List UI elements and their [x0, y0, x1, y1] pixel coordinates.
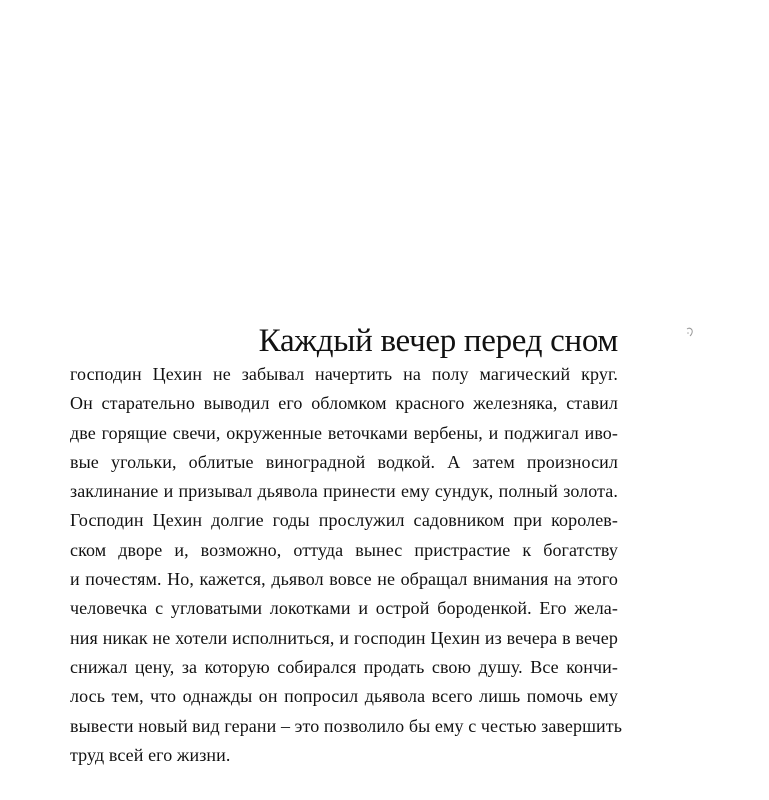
paragraph-line: две горящие свечи, окруженные веточками вербены, и поджигал иво-	[70, 422, 618, 443]
paragraph-line: господин Цехин не забывал начертить на полу магический круг.	[70, 364, 618, 384]
paragraph-line: лось тем, что однажды он попросил дьявола всего лишь помочь ему	[70, 686, 618, 707]
paragraph-line: ния никак не хотели исполниться, и господин Цехин из вечера в вечер	[70, 627, 618, 648]
paragraph-line: заклинание и призывал дьявола принести ему сундук, полный золота.	[70, 481, 618, 502]
paragraph-line: снижал цену, за которую собирался продать свою душу. Все кончи-	[70, 656, 618, 677]
paragraph-line: вывести новый вид герани – это позволило бы ему с честью завершить	[70, 715, 623, 736]
paragraph-line: ском дворе и, возможно, оттуда вынес пристрастие к богатству	[70, 539, 618, 560]
paragraph-line: Он старательно выводил его обломком красного железняка, ставил	[70, 393, 618, 414]
body-paragraph	[70, 360, 623, 770]
paragraph-line: вые угольки, облитые виноградной водкой. А затем произносил	[70, 451, 618, 472]
paragraph-line: труд всей его жизни.	[70, 744, 231, 765]
paragraph-line: и почестям. Но, кажется, дьявол вовсе не обращал внимания на этого	[70, 569, 618, 590]
paragraph-line: человечка с угловатыми локотками и острой бороденкой. Его жела-	[70, 598, 618, 619]
chapter-heading: Каждый вечер перед сном	[258, 323, 618, 359]
scan-speck-mark	[684, 326, 696, 340]
paragraph-line: Господин Цехин долгие годы прослужил садовником при королев-	[70, 510, 618, 531]
